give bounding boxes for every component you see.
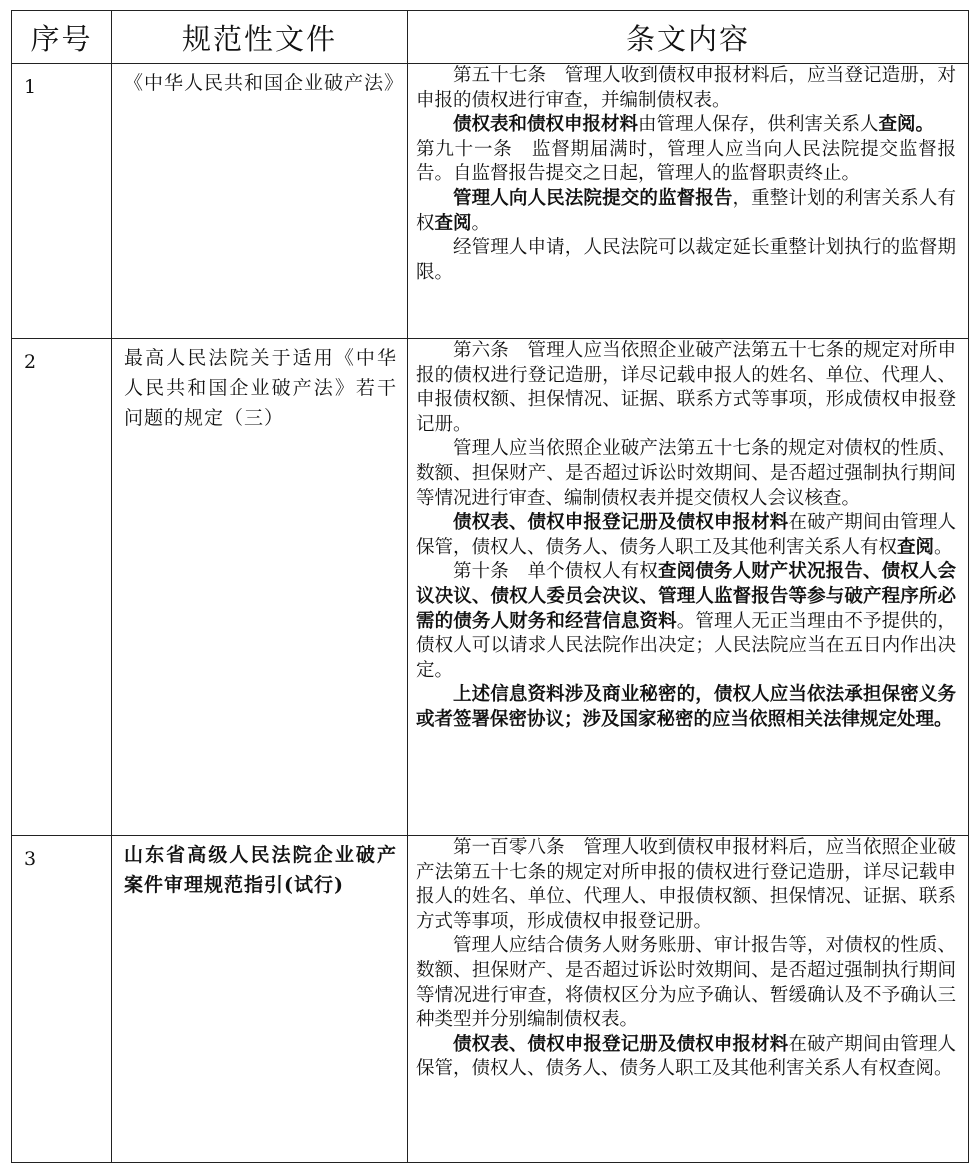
clause-paragraph: [416, 934, 956, 1032]
clause-text: 在破产期间由管理人保管，债权人、债务人、债务人职工及其他利害关系人有权: [416, 512, 956, 558]
clause-emphasis: 管理人向人民法院提交的监督报告: [453, 187, 733, 209]
table-row: [12, 64, 969, 339]
clause-paragraph: [416, 138, 956, 187]
clause-emphasis: 查阅: [897, 536, 935, 558]
row-index: 2: [12, 339, 112, 836]
clause-text: 在破产期间由管理人保管，债权人、债务人、债务人职工及其他利害关系人有权查阅。: [416, 1033, 956, 1080]
row-document: 最高人民法院关于适用《中华人民共和国企业破产法》若干问题的规定（三）: [112, 339, 408, 836]
clause-text: 。: [934, 536, 953, 558]
clause-paragraph: [416, 560, 956, 683]
clause-paragraph: [416, 511, 956, 560]
clause-text: 第十条 单个债权人有权: [453, 561, 658, 583]
clause-text: ，重整计划的利害关系人有权: [416, 187, 956, 234]
row-index: 3: [12, 836, 112, 1163]
clause-text: 由管理人保存，供利害关系人: [638, 114, 879, 136]
clause-emphasis: 上述信息资料涉及商业秘密的，债权人应当依法承担保密义务或者签署保密协议；涉及国家秘密的应当依照相关法律规定处理。: [416, 684, 956, 730]
clause-text: 第一百零八条 管理人收到债权申报材料后，应当依照企业破产法第五十七条的规定对所申报的债权进行登记造册，详尽记载申报人的姓名、单位、代理人、申报债权额、担保情况、证据、联系方式等事项，形成债权申报登记册。: [416, 837, 956, 932]
clause-text: 。管理人无正当理由不予提供的，债权人可以请求人民法院作出决定；人民法院应当在五日内作出决定。: [416, 610, 956, 681]
clause-text: 。: [471, 212, 491, 234]
header-document: 规范性文件: [112, 11, 408, 64]
clause-paragraph: [416, 236, 956, 285]
header-index: 序号: [12, 11, 112, 64]
clause-emphasis: 债权表、债权申报登记册及债权申报材料: [453, 1033, 789, 1055]
row-document: 山东省高级人民法院企业破产案件审理规范指引(试行): [112, 836, 408, 1163]
clause-text: 管理人应当依照企业破产法第五十七条的规定对债权的性质、数额、担保财产、是否超过诉讼时效期间、是否超过强制执行期间等情况进行审查、编制债权表并提交债权人会议核查。: [416, 438, 956, 509]
clause-text: 第五十七条 管理人收到债权申报材料后，应当登记造册，对申报的债权进行审查，并编制债权表。: [416, 65, 956, 111]
clause-paragraph: [416, 64, 956, 113]
clause-paragraph: [416, 836, 956, 934]
clause-emphasis: 查阅: [434, 212, 472, 234]
row-content: [408, 339, 969, 836]
clause-paragraph: [416, 1033, 956, 1082]
clause-emphasis: 查阅。: [878, 114, 935, 136]
clause-emphasis: 查阅债务人财产状况报告、债权人会议决议、债权人委员会决议、管理人监督报告等参与破产程序所必需的债务人财务和经营信息资料: [416, 561, 956, 632]
clause-paragraph: [416, 437, 956, 511]
row-index: 1: [12, 64, 112, 339]
clause-paragraph: [416, 113, 956, 138]
clause-text: 第九十一条 监督期届满时，管理人应当向人民法院提交监督报告。自监督报告提交之日起，管理人的监督职责终止。: [416, 138, 956, 185]
clause-emphasis: 债权表和债权申报材料: [453, 114, 639, 136]
table-row: [12, 339, 969, 836]
table-header-row: [12, 11, 969, 64]
clause-emphasis: 债权表、债权申报登记册及债权申报材料: [453, 512, 789, 534]
row-content: [408, 64, 969, 339]
clause-paragraph: [416, 339, 956, 437]
clause-text: 管理人应结合债务人财务账册、审计报告等，对债权的性质、数额、担保财产、是否超过诉讼时效期间、是否超过强制执行期间等情况进行审查，将债权区分为应予确认、暂缓确认及不予确认三种类型并分别编制债权表。: [416, 935, 956, 1031]
clause-text: 经管理人申请，人民法院可以裁定延长重整计划执行的监督期限。: [416, 237, 956, 283]
clause-paragraph: [416, 683, 956, 732]
row-content: [408, 836, 969, 1163]
regulation-table: [11, 10, 969, 1163]
header-content: 条文内容: [408, 11, 969, 64]
clause-paragraph: [416, 187, 956, 236]
table-row: [12, 836, 969, 1163]
row-document: 《中华人民共和国企业破产法》: [112, 64, 408, 339]
clause-text: 第六条 管理人应当依照企业破产法第五十七条的规定对所申报的债权进行登记造册，详尽记载申报人的姓名、单位、代理人、申报债权额、担保情况、证据、联系方式等事项，形成债权申报登记册。: [416, 340, 956, 435]
